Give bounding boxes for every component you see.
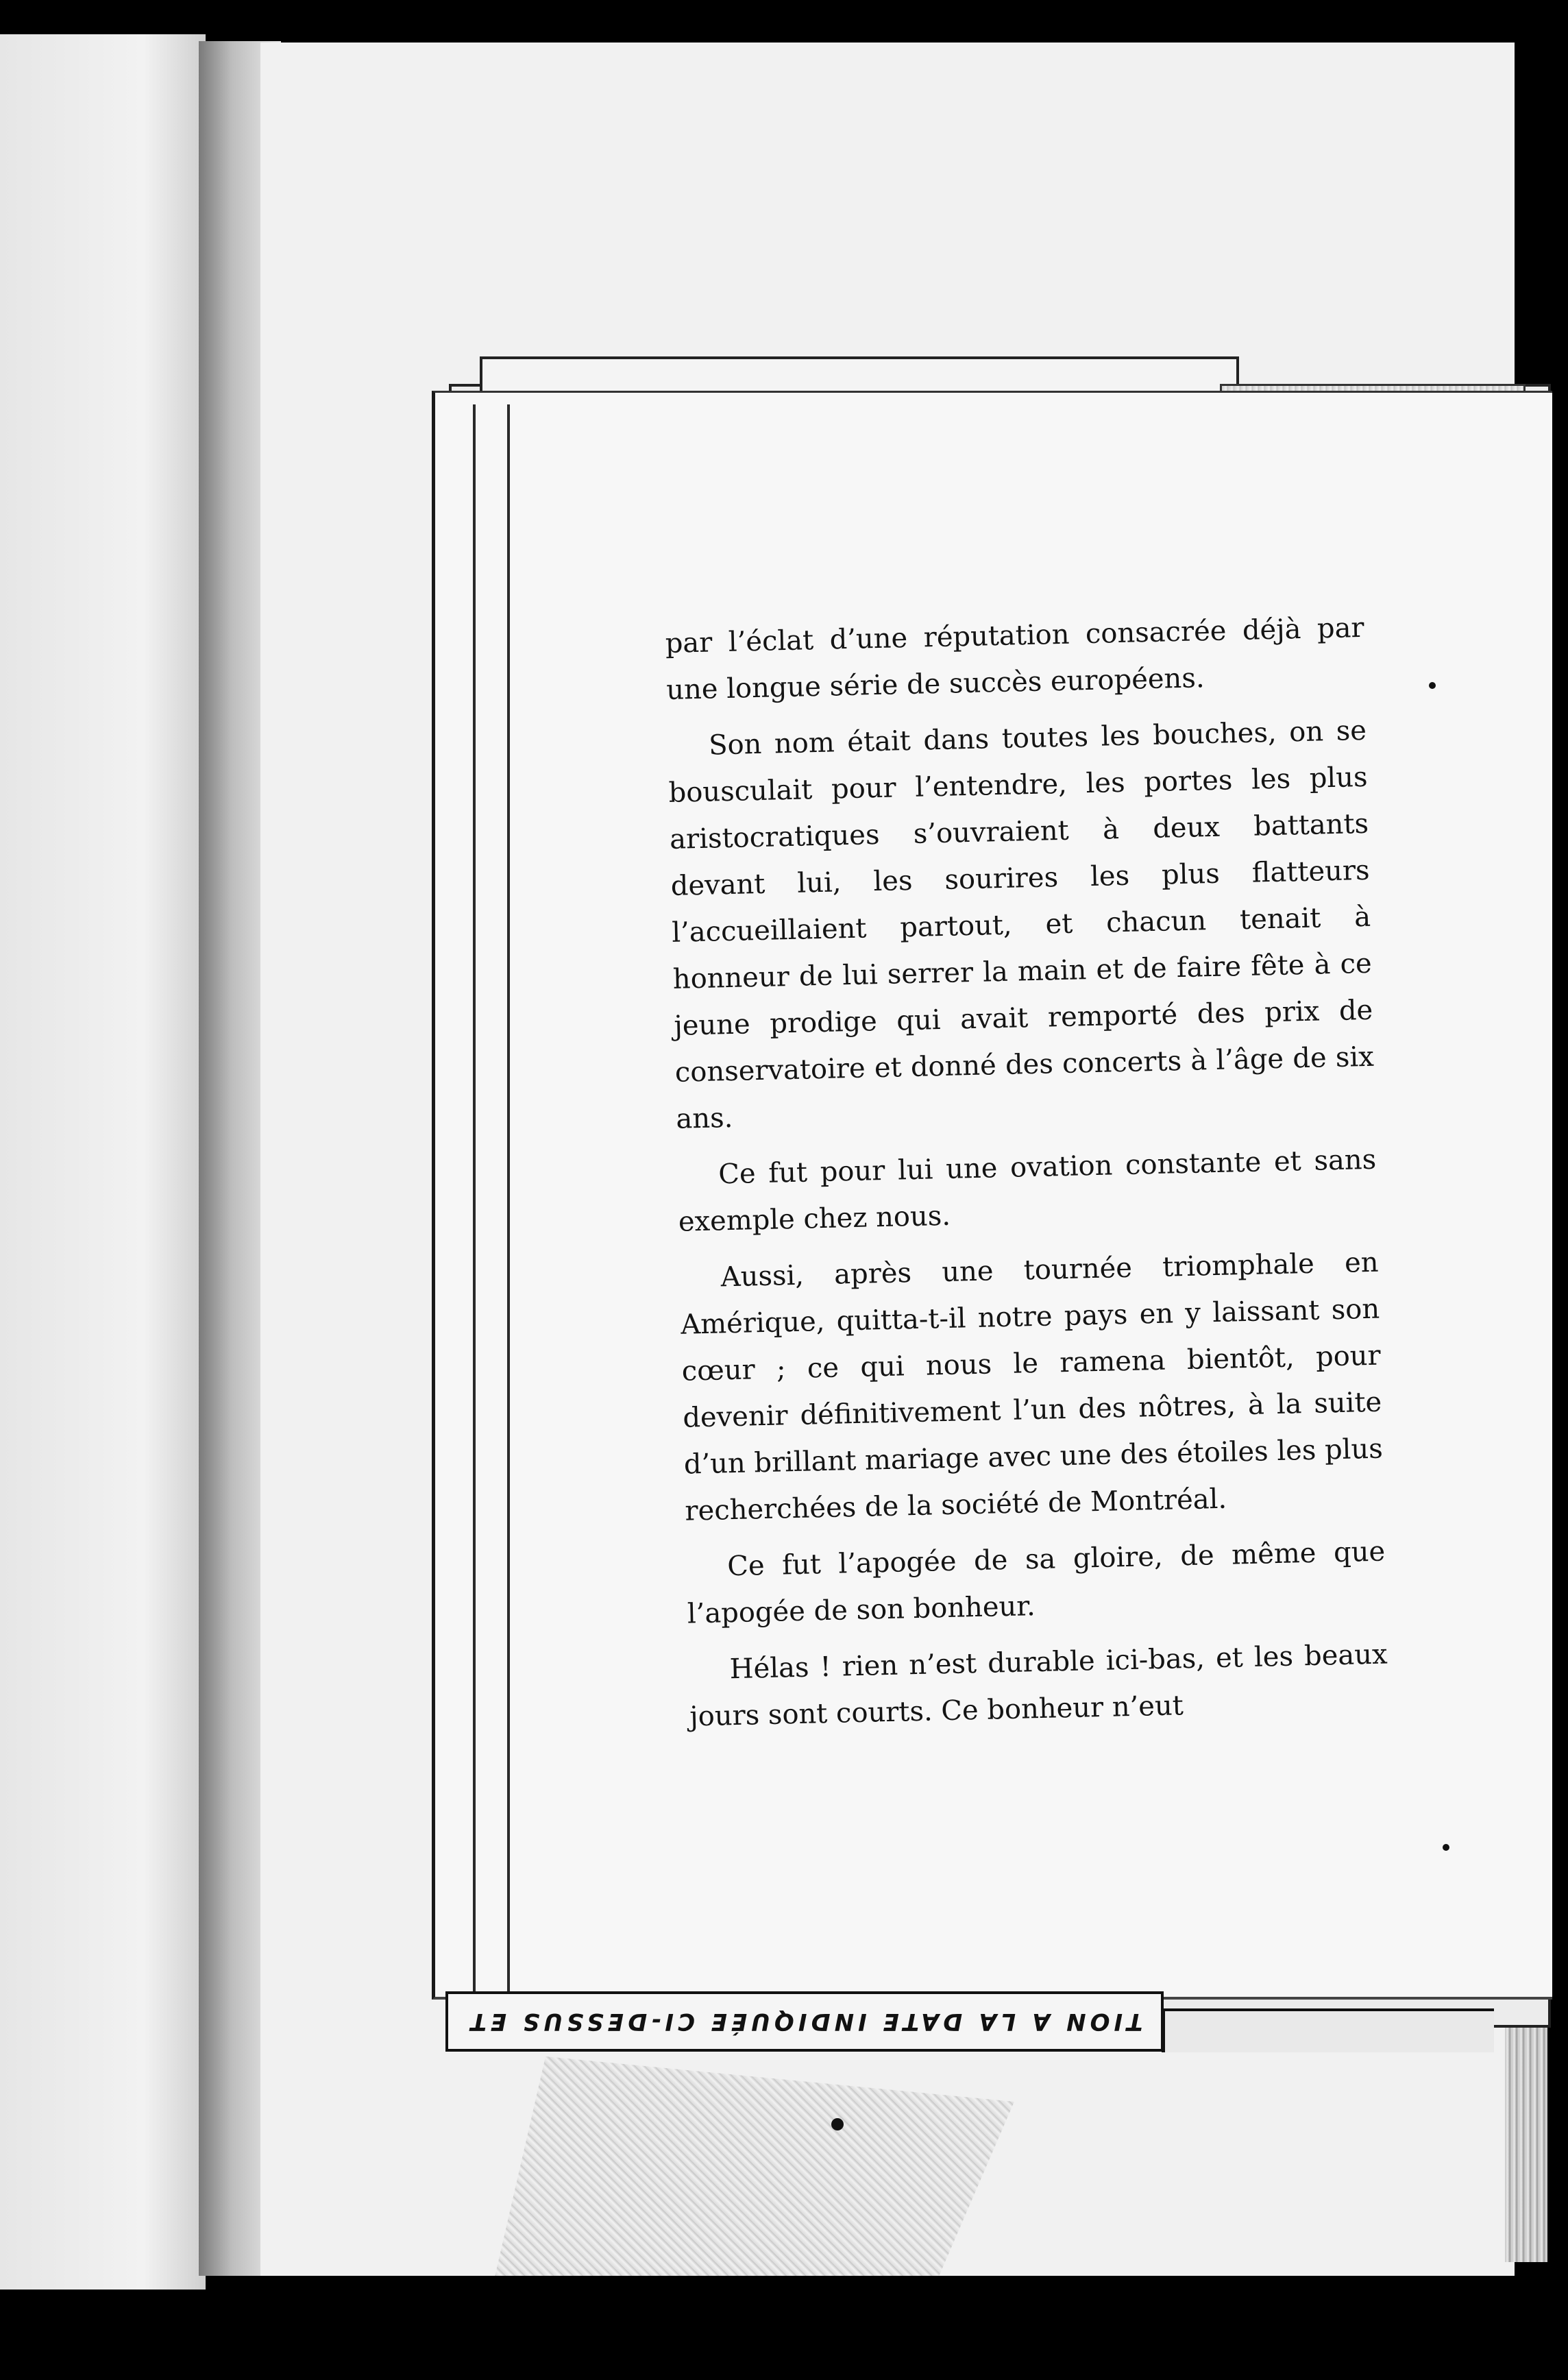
left-facing-page: [0, 34, 206, 2290]
insert-edge-line: [507, 404, 510, 1995]
paragraph: Ce fut l’apogée de sa gloire, de même que l’apogée de son bonheur.: [687, 1535, 1386, 1630]
paragraph: Son nom était dans toutes les bouches, on se bousculait pour l’entendre, les portes les plus aristocratiques s’ouvraient à deux battants devant lui, les sourires les plus flatteurs l’accueillaient partout, et chacun tenait à honneur de lui serrer la main et de faire fête à ce jeune prodige qui avait remporté des prix de conservatoire et donné des concerts à l’âge de six ans.: [668, 714, 1375, 1135]
stray-mark: [1429, 682, 1436, 689]
paragraph: Aussi, après une tournée triomphale en Amérique, quitta-t-il notre pays en y laissant son cœur ; ce qui nous le ramena bientôt, pour devenir définitivement l’un des nôtres, à la suite d’un brillant mariage avec une des étoiles les plus recherchées de la société de Montréal.: [680, 1246, 1384, 1527]
stray-mark: [831, 2118, 844, 2130]
insert-edge-line: [473, 404, 476, 1995]
bottom-shadow: [260, 2276, 1549, 2380]
paragraph: Ce fut pour lui une ovation constante et sans exemple chez nous.: [678, 1143, 1377, 1238]
stray-mark: [1443, 1844, 1449, 1851]
bottom-slip-right: [1162, 2008, 1494, 2052]
paragraph: par l’éclat d’une réputation consacrée déjà par une longue série de succès européens.: [665, 611, 1365, 706]
printed-text-column: [665, 605, 1389, 1750]
bottom-slip: [445, 1991, 1164, 2052]
slip-text: TION A LA DATE INDIQUÉE CI-DESSUS ET: [466, 2008, 1143, 2035]
paragraph: Hélas ! rien n’est durable ici-bas, et les beaux jours sont courts. Ce bonheur n’eut: [689, 1638, 1388, 1733]
